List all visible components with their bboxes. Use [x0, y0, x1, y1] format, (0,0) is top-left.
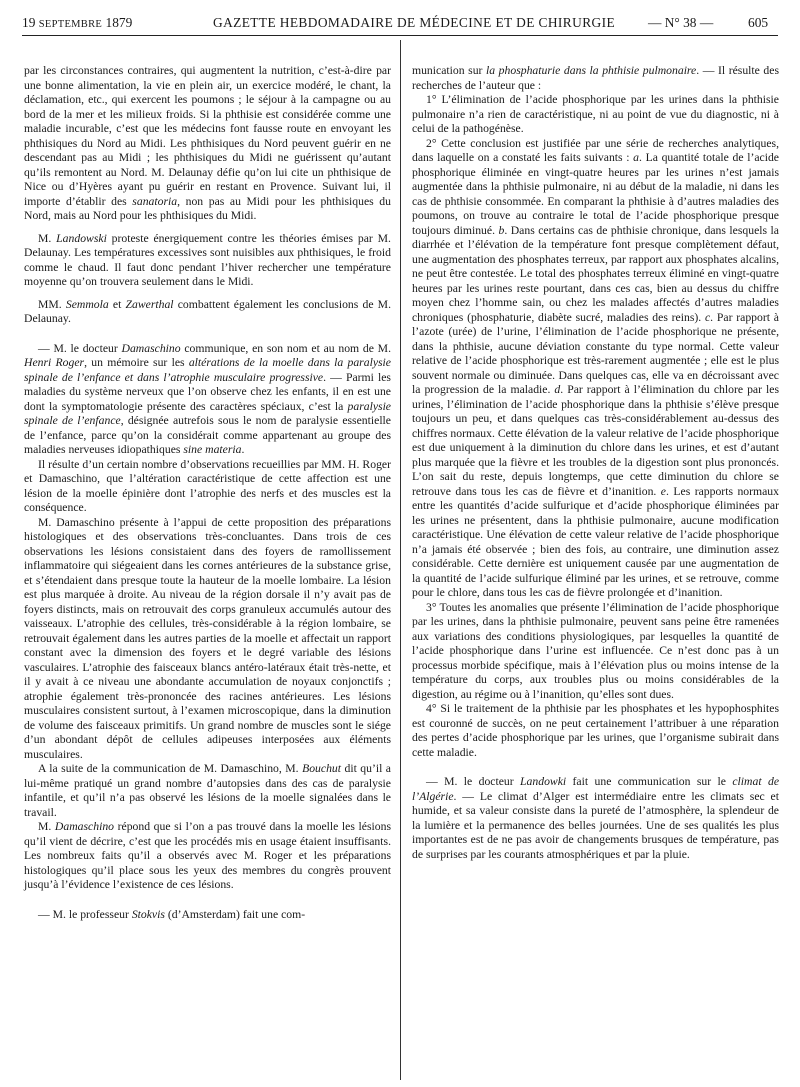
text-run: munication sur [412, 64, 486, 77]
paragraph [24, 64, 391, 224]
italic-text: Bouchut [302, 762, 342, 775]
text-run: . Les rapports normaux entre les quantités d’acide sulfurique et d’acide phosphorique éliminées par les urines ne présentent, dans la phthisie pulmonaire, aucune modification caractéristique. Une élévation de cette valeur relative de l’acide phosphorique n’a jamais été observée ; bien des fois, au contraire, une diminution assez considérable. Cette dernière est uniquement causée par une augmentation de la quantité de l’acide sulfurique éliminé par les urines, et se retrouve, comme pour le chlore, dans tous les cas de fièvre prolongée et d’inanition. [412, 484, 779, 599]
text-run: par les circonstances contraires, qui augmentent la nutrition, c’est-à-dire par une bonne alimentation, la vie en plein air, un exercice modéré, le chant, la déclamation, etc., qui exercent les poumons ; le séjour à la campagne ou au bord de la mer et les milieux froids. Si la phthisie est considérée comme une maladie incurable, c’est que les médecins font fausse route en envoyant les phthisiques du Nord au Midi. Les phthisiques du Nord peuvent guérir en ne descendant pas au Midi ; les phthisiques du Midi ne guérissent qu’autant qu’ils remontent au Nord. M. Delaunay défie qu’on lui cite un phthisique de Nice ou d’Hyères ayant pu guérir en restant en Provence. Suivant lui, il importe d’établir des [24, 64, 391, 208]
paragraph [412, 64, 779, 93]
italic-text: altérations de la moelle dans la paralysie spinale de l’enfance et dans l’atrophie musculaire progressive [24, 356, 391, 384]
italic-text: b [498, 223, 505, 237]
paragraph-spacer [412, 760, 779, 775]
italic-text: Stokvis [131, 907, 165, 921]
text-run: , un mémoire sur les [84, 356, 189, 369]
text-run: fait une communication sur le [566, 775, 733, 788]
right-column [412, 64, 779, 862]
italic-text: la phosphaturie dans la phthisie pulmonaire [486, 64, 697, 77]
left-column [24, 64, 391, 922]
text-run: M. [38, 231, 57, 245]
text-run: . Par rapport à l’élimination du chlore par les urines, l’élimination de l’acide phosphorique dans la phthisie s’élève presque toujours un peu, et dans quelques cas très-considérablement au-dessus des chiffres normaux. Cette élévation de la valeur relative de l’acide phosphorique est due uniquement à la diminution du chlore dans les urines, et est d’autant plus marquée que la fièvre et les troubles de la digestion sont plus prononcés. L’on sait du reste, depuis longtemps, que cette diminution du chlore se retrouve dans tous les cas de fièvre et d’inanition. [412, 383, 779, 498]
text-run: , non pas au Midi pour les phthisiques du Nord, mais au Nord pour les phthisiques du Midi. [24, 194, 391, 222]
paragraph-spacer [24, 224, 391, 232]
paragraph [24, 820, 391, 893]
italic-text: Landowki [520, 775, 567, 788]
issue-month: SEPTEMBRE [38, 19, 103, 30]
text-run: . — Parmi les maladies du système nerveux que l’on observe chez les enfants, il en est une dont la symptomatologie présente des caractères spéciaux, c’est la [24, 370, 391, 413]
italic-text: e [660, 484, 666, 498]
text-run: . Par rapport à l’azote (urée) de l’urine, l’élimination de l’acide phosphorique ne présente, dans la phthisie, aucune déviation constante du type normal. Cette valeur relative de l’acide phosphorique est très-rarement augmentée ; elle est le plus souvent normale ou diminuée. Dans quelques cas, elle va en décroissant avec la progression de la maladie. [412, 310, 779, 396]
text-run: dit qu’il a lui-même pratiqué un grand nombre d’autopsies dans des cas de paralysie infantile, et qu’il n’a pas observé les lésions de la moelle signalées dans le travail. [24, 762, 391, 819]
italic-text: Semmola [65, 297, 109, 311]
text-run: combattent également les conclusions de M. Delaunay. [24, 297, 391, 325]
text-run: A la suite de la communication de M. Damaschino, M. [38, 762, 303, 775]
text-run: M. Damaschino présente à l’appui de cette proposition des préparations histologiques et des observations très-concluantes. Dans trois de ces observations les lésions consistaient dans des foyers de ramollissement inflammatoire qui siégeaient dans les cornes antérieures de la substance grise, et s’étendaient dans presque toute la hauteur de la moelle lombaire. La lésion est plus marquée à droite. Au niveau de la région dorsale il n’y avait pas de foyers distincts, mais on retrouvait des corps granuleux accumulés autour des vaisseaux. L’atrophie des cellules, très-considérable à la région lombaire, se retrouvait également dans les autres parties de la moelle et affectait un rapport constant avec la dimension des foyers et le degré variable des lésions vasculaires. L’atrophie des faisceaux blancs antéro-latéraux était très-nette, et il y avait à ce niveau une abondante accumulation de noyaux conjonctifs ; atrophie également très-prononcée des racines antérieures. Les lésions musculaires consistent surtout, à l’examen microscopique, dans la diminution de volume des faisceaux primitifs. Un grand nombre de muscles sont le siége d’un abondant dépôt de cellules adipeuses interposées aux éléments musculaires. [24, 515, 391, 761]
text-run: proteste énergiquement contre les théories émises par M. Delaunay. Les températures excessives sont nuisibles aux phthisiques, le froid comme le chaud. Il faut donc pendant l’hiver rechercher une température moyenne qu’on trouvera seulement dans le Midi. [24, 231, 391, 288]
text-run: MM. [38, 297, 66, 311]
text-run: . — Le climat d’Alger est intermédiaire entre les climats sec et humide, et sa valeur consiste dans la pureté de l’atmosphère, la splendeur de la lumière et la permanence des belles journées. Une de ses qualités les plus importantes est de ne pas avoir de changements brusques de température, pas de surprises par les courants atmosphériques et par la pluie. [412, 789, 779, 861]
italic-text: Landowski [56, 231, 107, 245]
italic-text: Zawerthal [125, 297, 174, 311]
italic-text: c [704, 310, 711, 324]
text-run: , désignée autrefois sous le nom de paralysie essentielle de l’enfance, parce qu’on la considérait comme appartenant au groupe des maladies nerveuses idiopathiques [24, 414, 391, 456]
italic-text: Henri Roger [24, 356, 85, 369]
running-header [22, 10, 778, 36]
text-run: 4° Si le traitement de la phthisie par les phosphates et les hypophosphites est couronné de succès, on ne peut certainement l’attribuer à une réparation des pertes d’acide phosphorique par les urines, que l’organisme subirait dans cette maladie. [412, 702, 779, 759]
text-run: 1° L’élimination de l’acide phosphorique par les urines dans la phthisie pulmonaire n’a rien de caractéristique, ni au point de vue du diagnostic, ni à celui de la pathogénèse. [412, 93, 779, 135]
text-run: 2° Cette conclusion est justifiée par une série de recherches analytiques, dans laquelle on a constaté les faits suivants : [412, 136, 779, 164]
italic-text: sine materia [183, 443, 242, 456]
italic-text: climat de l’Algérie [412, 775, 780, 803]
paragraph [24, 342, 391, 458]
text-run: . Dans certains cas de phthisie chronique, dans lesquels la diarrhée et l’élévation de la température font presque complètement défaut, une augmentation des phosphates terreux, par rapport aux phosphates alcalins, ne peut être contestée. Le total des phosphates terreux éliminé en vingt-quatre heures par les urines reste pourtant, dans ces cas, bien au dessus du chiffre moyen chez l’homme sain, ou chez les malades affectés d’autres maladies chroniques (phosphaturie, diabète sucré, maladies des reins). [412, 223, 779, 324]
paragraph-spacer [24, 893, 391, 908]
page-number: 605 [748, 15, 769, 30]
paragraph [24, 908, 391, 923]
issue-number: — N° 38 — [648, 15, 714, 30]
text-run: . La quantité totale de l’acide phosphorique éliminée en vingt-quatre heures par les urines n’est jamais augmentée dans la phthisie pulmonaire, ni au début de la maladie, ni dans les cas de phthisie consommée. En comparant la phthisie à d’autres maladies des poumons, on trouve au contraire le total de l’acide phosphorique presque toujours diminué. [412, 151, 779, 237]
italic-text: Damaschino [121, 341, 181, 355]
italic-text: paralysie spinale de l’enfance [24, 399, 391, 427]
text-run: répond que si l’on a pas trouvé dans la moelle les lésions qu’il vient de décrire, c’est que les procédés mis en usage étaient insuffisants. Les nombreux faits qu’il a observés avec M. Roger et les préparations histologiques qu’il place sous les yeux des membres du congrès prouvent jusqu’à l’évidence l’existence de ces lésions. [24, 820, 391, 891]
paragraph-spacer [24, 327, 391, 342]
column-divider [400, 40, 401, 1080]
paragraph [24, 458, 391, 516]
paragraph [412, 775, 779, 862]
issue-date: 19 SEPTEMBRE 1879 [22, 15, 133, 30]
text-run: . — Il résulte des recherches de l’auteur que : [412, 64, 779, 92]
paragraph [412, 93, 779, 137]
text-run: M. [38, 820, 55, 833]
paragraph [412, 702, 779, 760]
text-run: — M. le docteur [38, 341, 122, 355]
text-run: — M. le professeur [38, 907, 132, 921]
italic-text: Damaschino [54, 820, 115, 833]
italic-text: d [554, 383, 561, 396]
paragraph [24, 232, 391, 290]
text-run: Il résulte d’un certain nombre d’observations recueillies par MM. H. Roger et Damaschino, que l’altération caractéristique de cette affection est une lésion de la moelle épinière dont l’atrophie des nerfs et des muscles est la conséquence. [24, 457, 391, 514]
paragraph [412, 601, 779, 703]
paragraph [24, 298, 391, 327]
paragraph [412, 137, 779, 601]
italic-text: sanatoria [132, 194, 178, 208]
text-run: communique, en son nom et au nom de M. [180, 341, 391, 355]
text-run: et [108, 297, 126, 311]
text-run: 3° Toutes les anomalies que présente l’élimination de l’acide phosphorique par les urines, dans la phthisie pulmonaire, peuvent sans peine être ramenées aux variations des conditions physiologiques, par lesquelles la quantité de l’acide phosphorique dans l’urine est influencée. Ce n’est donc pas à un processus morbide spécifique, mais à l’élévation plus ou moins intense de la température du corps, aux troubles plus ou moins considérables de la digestion, au régime ou à l’inanition, qu’elles sont dues. [412, 600, 779, 701]
text-run: — M. le docteur [426, 775, 521, 788]
paragraph [24, 516, 391, 763]
italic-text: a [633, 151, 640, 164]
paragraph [24, 762, 391, 820]
paragraph-spacer [24, 290, 391, 298]
text-run: . [241, 443, 245, 456]
journal-title: GAZETTE HEBDOMADAIRE DE MÉDECINE ET DE CHIRURGIE [213, 15, 616, 30]
text-run: (d’Amsterdam) fait une com- [164, 907, 306, 921]
